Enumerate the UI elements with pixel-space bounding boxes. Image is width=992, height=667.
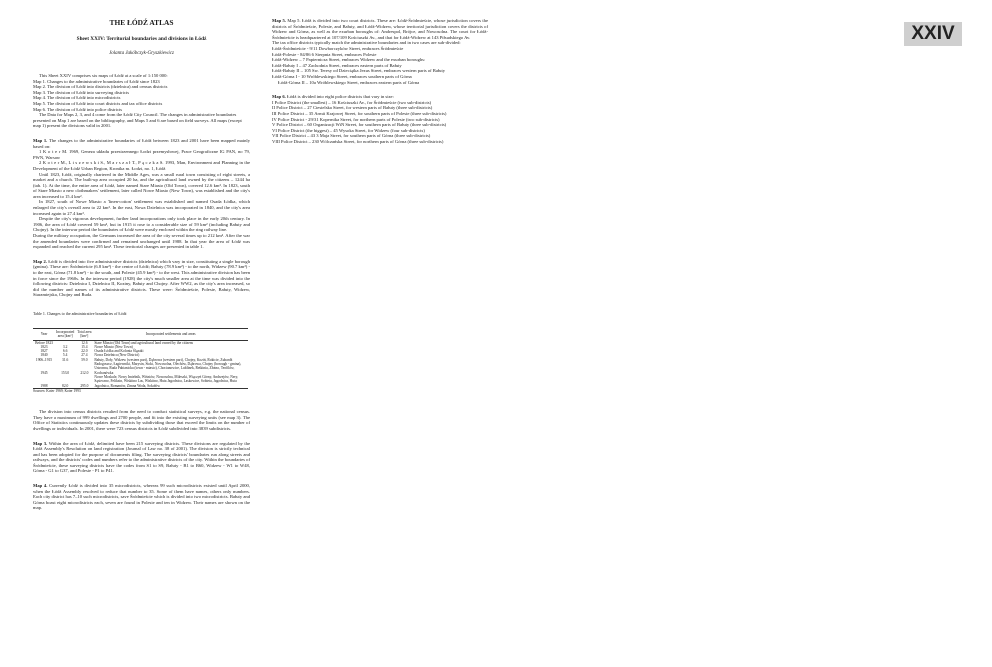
table-cell: Before 1823 <box>35 340 53 345</box>
table-cell: Bałuty, Doły, Widzew (western part), Dąbrowa (western part), Chojny, Koziń, Rokicie, Zubardź <box>94 357 233 362</box>
map3-section <box>33 441 250 475</box>
map5-line: Łódź-Górna I - 10 Wróblewskiego Street, embraces southern parts of Górna <box>272 73 412 79</box>
table-cell: Nowe Moskule, Nowy Imielnik, Wiśniów, Nowosolna, Mileszki, Wiączyń Górny, Andrzejów, Nery, Sąsieczno, Feliksin, Wiskitno Las, Wiskitno, Huta Jagodnica, Laskowice, Sobieta, Jagodnica, Huta Jagodnica, Romanów, Zimna Woda, Sokołów <box>93 375 248 388</box>
table-cell: 153.0 <box>61 370 70 375</box>
intro-block <box>33 73 250 129</box>
table-cell: 1945 <box>40 370 48 375</box>
table-cell: 15.4 <box>81 344 88 349</box>
map5-line: Łódź-Górna II – 10a Wróblewskiego Street, embraces eastern parts of Górna <box>278 79 420 85</box>
map5-line: Map 5. Łódź is divided into two court districts. These are: Łódź-Śródmieście, whose jurisdiction covers the districts of Śródmieście, Polesie, and Bałuty, and Łódź-Widzew, whose territorial jurisdiction covers the districts of Widzew and Górna, as well as the exurban boroughs of: Andrespol, Brójce, and Nowosolna. The court for Łódź-Śródmieście is headquartered at 107/109 Kościuszki Av., and that for Łódź-Widzew at 143 Piłsudskiego Av. <box>272 18 489 40</box>
map6-section <box>272 94 488 144</box>
table-cell: 59.0 <box>81 357 88 362</box>
intro-line: Map 1. Changes to the administrative boundaries of Łódź since 1823 <box>33 78 160 84</box>
map6-line: VII Police District – 43 3 Maja Street, for southern parts of Górna (three sub-districts) <box>272 133 431 139</box>
map3-label: Map 3. <box>33 440 48 446</box>
map2-section <box>33 259 250 298</box>
table-cell: 31.6 <box>62 357 69 362</box>
table-cell: Radogoszcz, Łagiewniki, Marysin, Stoki, Nowosolna, Olechów, Dąbrowa, Chojny (borough - gmina), Ustronna, Ruda Pabianicka (town - miasto), Chocianowice, Lublinek, Retkinia, Złotno, Teofilów, Kochanówka <box>94 362 242 375</box>
table-header-cell: Total area [km²] <box>77 329 92 339</box>
intro-line: Map 2. The division of Łódź into districts (dzielnica) and census districts <box>33 84 168 90</box>
map1-section <box>33 138 250 250</box>
intro-line: Map 5. The division of Łódź into court districts and tax office districts <box>33 100 163 106</box>
map2-text: Łódź is divided into five administrative districts (dzielnica) which vary in size, constituting a single borough (gmina). These are: Śródmieście (6.8 km²) - the centre of Łódź; Bałuty (78.9 km²) - to the north, Widzew (90.7 km²) - to the east, Górna (71.8 km²) - to the south, and Polesie (45.9 km²) - to the west. This administrative division has been in force since the 1960s. In the interwar period (1928) the city's much smaller area at the time was divided into the following districts: Dzielnica I, Dzielnica II, Koziny, Bałuty and Chojny. After WW2, as the city's area increased, so did the number and names of its administrative districts. These were: Śródmieście, Polesie, Bałuty, Widzew, Staramiejska, Chojny and Ruda. <box>33 258 251 298</box>
table-cell: 1823 <box>40 344 48 349</box>
table-cell: 5.4 <box>62 353 68 358</box>
map6-line: VIII Police District – 230 Wólczańska Street, for northern parts of Górna (three sub-districts) <box>272 138 444 144</box>
table-header-cell: Incorporated area [km²] <box>56 329 75 339</box>
map6-line: III Police District – 35 Armii Krajowej Street, for southern parts of Polesie (three sub-districts) <box>272 110 447 116</box>
map4-section <box>33 483 250 511</box>
sheet-number-badge: XXIV <box>904 22 962 46</box>
table-row <box>33 375 248 388</box>
table-cell: 1840 <box>40 353 48 358</box>
map6-line: IV Police District - 29/31 Kopernika Street, for northern parts of Polesie (two sub-districts) <box>272 116 440 122</box>
map6-line: I Police District (the smallest) – 16 Kościuszki Av., for Śródmieście (two sub-districts) <box>272 99 432 105</box>
map6-line: V Police District – 60 Organizacji WiN Street, for southern parts of Bałuty (three sub-districts) <box>272 122 447 128</box>
map5-line: Łódź-Bałuty II – 105 Sw. Teresy od Dzieciątka Jezus Street, embraces western parts of Bałuty <box>272 68 446 74</box>
table-cell: 22.0 <box>81 349 88 354</box>
table-cell: 6.6 <box>62 349 68 354</box>
map1-line: During the military occupation, the Germans increased the area of the city several times up to 212 km². After the war the amended boundaries were confirmed and remained unchanged until 1988. In that year the area of Łódź was expanded and reached the current 295 km². These territorial changes are presented in table 1. <box>33 233 250 250</box>
intro-line: Map 3. The division of Łódź into surveying districts <box>33 89 129 95</box>
table-cell: 3.2 <box>62 344 68 349</box>
map6-label: Map 6. <box>272 94 286 100</box>
table-cell: 295.0 <box>75 375 93 388</box>
map6-line: Łódź is divided into eight police districts that vary in size: <box>286 94 394 100</box>
map5-line: Łódź-Widzew – 7 Papiernicza Street, embraces Widzew and the exurban boroughs: <box>272 57 426 63</box>
sheet-title: Sheet XXIV: Territorial boundaries and divisions in Łódź <box>76 36 207 42</box>
map1-line: 1 K o t e r M. 1969, Geneza układu przestrzennego Łodzi przemysłowej, Prace Geograficzne IG PAN, no 79, PWN, Warsaw <box>33 149 250 160</box>
table1-sources: Sources: Koter 1969; Koter 1993 <box>33 388 81 393</box>
map3-text: Within the area of Łódź, delimited have been 215 surveying districts. These divisions are regulated by the Łódź Assembly's Resolution on land registration (Journal of Law no. 38 of 2001). The division is strictly technical and has been adopted for the purpose of documents filing. The surveying districts' boundaries run along streets and railways, and the districts' codes and numbers refer to the administrative districts of the city. Within the boundaries of Śródmieście, these surveying districts have the codes from S1 to S9, Bałuty - B1 to B60, Widzew - W1 to W48, Górna - G1 to G37, and Polesie - P1 to P41. <box>33 440 250 474</box>
table1 <box>33 328 248 389</box>
table-cell: Nowa Dzielnica (New District) <box>94 353 140 358</box>
map4-text: Currently Łódź is divided into 35 microdistricts, whereas 99 such microdistricts existed until April 2000, when the Łódź Assembly resolved to reduce that number to 35. Some of them have names, others only numbers. Each city district has 7–10 such microdistricts, save Śródmieście which is divided into two microdistricts. Bałuty and Górna boast eight microdistricts each, seven are found in Polesie and ten in Widzew. Their names are shown on the map. <box>33 483 251 511</box>
right-column <box>272 18 488 144</box>
map2-label: Map 2. <box>33 258 47 264</box>
intro-line: The Data for Maps 2, 3, and 4 come from the Łódź City Council. The changes in administrative boundaries presented on Map 1 are based on the bibliography, and Maps 5 and 6 are based on field surveys. All maps (except map 1) present the divisions valid in 2001. <box>33 112 242 129</box>
table-cell: 1827 <box>40 349 48 354</box>
map1-line: 2 K o t e r M., L i s z e w s k i S., M a r s z a ł T., P ą c z k a S. 1993, Man, Environment and Planning in the Development of the Łódź Urban Region, Kronika m. Łodzi, no. 1, Łódź <box>33 160 250 171</box>
table-cell: 1906–1915 <box>35 357 53 362</box>
map1-line: The changes to the administrative boundaries of Łódź between 1823 and 2001 have been mapped mainly based on: <box>33 137 250 149</box>
map1-line: In 1827, south of Nowe Miasto a 'linen-cotton' settlement was established and named Osada Łódka, which enlarged the city's overall area to 22 km². In the east, Nowa Dzielnica was incorporated in 1840, and the city's area increased again to 27.4 km². <box>33 199 250 216</box>
table-row <box>33 362 248 375</box>
atlas-title: THE ŁÓDŹ ATLAS <box>109 18 174 27</box>
left-column <box>33 14 250 511</box>
map6-line: VI Police District (the biggest) – 45 Wysoka Street, for Widzew (four sub-districts) <box>272 127 425 133</box>
map5-label: Map 5. <box>272 18 286 23</box>
map1-line: Despite the city's vigorous development, further land incorporations only took place in the early 20th century. In 1906, the area of Łódź covered 59 km², but in 1915 it rose to a considerable size of 59 km² (including Bałuty and Chojny). In the interwar period the boundaries of Łódź were mostly enclosed within the ring railway line. <box>33 216 250 233</box>
table-cell: 1988 <box>33 375 55 388</box>
table-cell: Stare Miasto (Old Town) and agricultural land owned by the citizens <box>94 340 194 345</box>
table-cell: 82.0 <box>55 375 75 388</box>
map1-label: Map 1. <box>33 137 48 143</box>
map1-line: Until 1823, Łódź, originally chartered in the Middle Ages, was a small rural town consisting of eight streets, a market and a church. The built-up area occupied 20 ha, and the agricultural land owned by the citizens – 1244 ha (tab. 1). At the time, the entire area of Łódź, later named Stare Miasto (Old Town), covered 12.6 km². In 1823, south of Stare Miasto a new clothmakers' settlement, later called Nowe Miasto (New Town), was established and the city's area increased to 15.4 km². <box>33 171 250 199</box>
map4-label: Map 4. <box>33 483 48 489</box>
map6-line: II Police District – 27 Ciesielska Street, for western parts of Bałuty (three sub-districts) <box>272 105 433 111</box>
map5-line: The tax office districts typically match the administrative boundaries and in two cases are sub-divided: <box>272 40 461 46</box>
map5-section <box>272 18 488 85</box>
table-cell: Osada Łódka and Kolonia Ślązaki <box>94 349 144 354</box>
intro-line: Map 4. The division of Łódź into microdistricts <box>33 95 121 101</box>
table-header-row <box>33 328 248 340</box>
table1-caption: Table 1. Changes to the administrative boundaries of Łódź <box>33 310 127 316</box>
table-cell: Nowe Miasto (New Town) <box>94 344 133 349</box>
census-text: The division into census districts resulted from the need to conduct statistical surveys, e.g. the national census. They have a maximum of 999 dwellings and 2700 people, and fit into the existing surveying units (see map 3). The Office of Statistics continuously updates these districts by subdividing those that exceed the limits on the number of dwellings or individuals. In 2001, there were 723 census districts in Łódź subdivided into 3839 subdistricts. <box>33 409 250 431</box>
map5-line: Łódź-Bałuty I – 47 Zachodnia Street, embraces eastern parts of Bałuty <box>272 62 402 68</box>
author: Jolanta Jakóbczyk-Gryszkiewicz <box>109 51 174 56</box>
intro-line: Map 6. The division of Łódź into police districts <box>33 106 123 112</box>
map5-line: Łódź-Polesie - 84/86 6 Sierpnia Street, embraces Polesie <box>272 51 377 57</box>
table-cell: 12.6 <box>81 340 88 345</box>
table-header-cell: Incorporated settlements and areas <box>93 328 248 340</box>
map5-line: Łódź-Śródmieście - 9/11 Dowborczyków Street, embraces Śródmieście <box>272 45 404 51</box>
intro-line: This Sheet XXIV comprises six maps of Łódź at a scale of 1:150 000: <box>39 73 168 78</box>
census-section <box>33 409 250 431</box>
table-cell: 212.0 <box>80 370 89 375</box>
table-header-cell: Year <box>33 328 55 340</box>
table-cell: 27.4 <box>81 353 88 358</box>
